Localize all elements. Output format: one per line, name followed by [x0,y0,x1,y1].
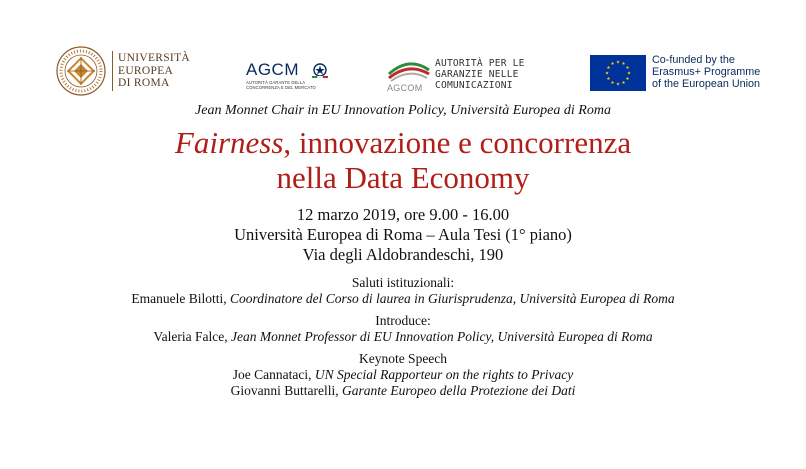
speaker-name: Emanuele Bilotti [131,291,224,306]
section-heading: Saluti istituzionali: [351,275,455,290]
speaker-name: Valeria Falce [153,329,225,344]
chair-line: Jean Monnet Chair in EU Innovation Policy, Università Europea di Roma [195,103,611,118]
agcom-name: AUTORITÀ PER LE GARANZIE NELLE COMUNICAZIONI [435,58,525,91]
italian-emblem-icon [310,62,330,78]
section-heading: Introduce: [375,313,431,328]
title-italic-word: Fairness [174,125,284,160]
separator: , [223,291,230,306]
uer-seal-icon [55,45,107,97]
uer-name: UNIVERSITÀ EUROPEA DI ROMA [118,52,190,89]
speaker-line [0,367,806,383]
speaker-line [0,329,806,345]
event-title [0,125,806,195]
eu-erasmus-logo [590,53,760,93]
separator: , [224,329,232,344]
uer-logo [55,45,190,97]
agcm-subtitle: AUTORITÀ GARANTE DELLA CONCORRENZA E DEL MERCATO [246,80,316,90]
speaker-line [0,383,806,399]
keynote-section [0,351,806,399]
event-venue: Università Europea di Roma – Aula Tesi (1° piano) [234,225,572,244]
logo-bar [0,0,806,100]
agcm-logo [246,60,336,96]
event-address: Via degli Aldobrandeschi, 190 [302,245,504,264]
title-line-2: nella Data Economy [276,160,530,195]
title-line-1-rest: , innovazione e concorrenza [283,125,632,160]
eu-flag-icon [590,55,646,91]
speaker-role: Jean Monnet Professor di EU Innovation Policy, Università Europea di Roma [231,329,653,344]
agcom-logo [385,56,535,96]
eu-funding-text: Co-funded by the Erasmus+ Programme of the European Union [652,54,761,90]
speaker-name: Giovanni Buttarelli [230,383,336,398]
uer-divider [112,51,113,91]
speaker-name: Joe Cannataci [232,367,309,382]
agcom-abbr: AGCOM [387,83,423,93]
event-info [0,205,806,265]
separator: , [308,367,315,382]
event-date: 12 marzo 2019, ore 9.00 - 16.00 [296,205,510,224]
speaker-role: Coordinatore del Corso di laurea in Giurisprudenza, Università Europea di Roma [229,291,675,306]
agcom-arcs-icon [385,56,433,82]
agcm-mark: AGCM [246,60,299,79]
separator: , [335,383,342,398]
speaker-role: UN Special Rapporteur on the rights to Privacy [314,367,574,382]
section-heading: Keynote Speech [358,351,448,366]
saluti-section [0,275,806,307]
flyer-content [0,102,806,399]
title-line-1 [0,125,806,160]
speaker-line [0,291,806,307]
speaker-role: Garante Europeo della Protezione dei Dati [342,383,576,398]
introduce-section [0,313,806,345]
